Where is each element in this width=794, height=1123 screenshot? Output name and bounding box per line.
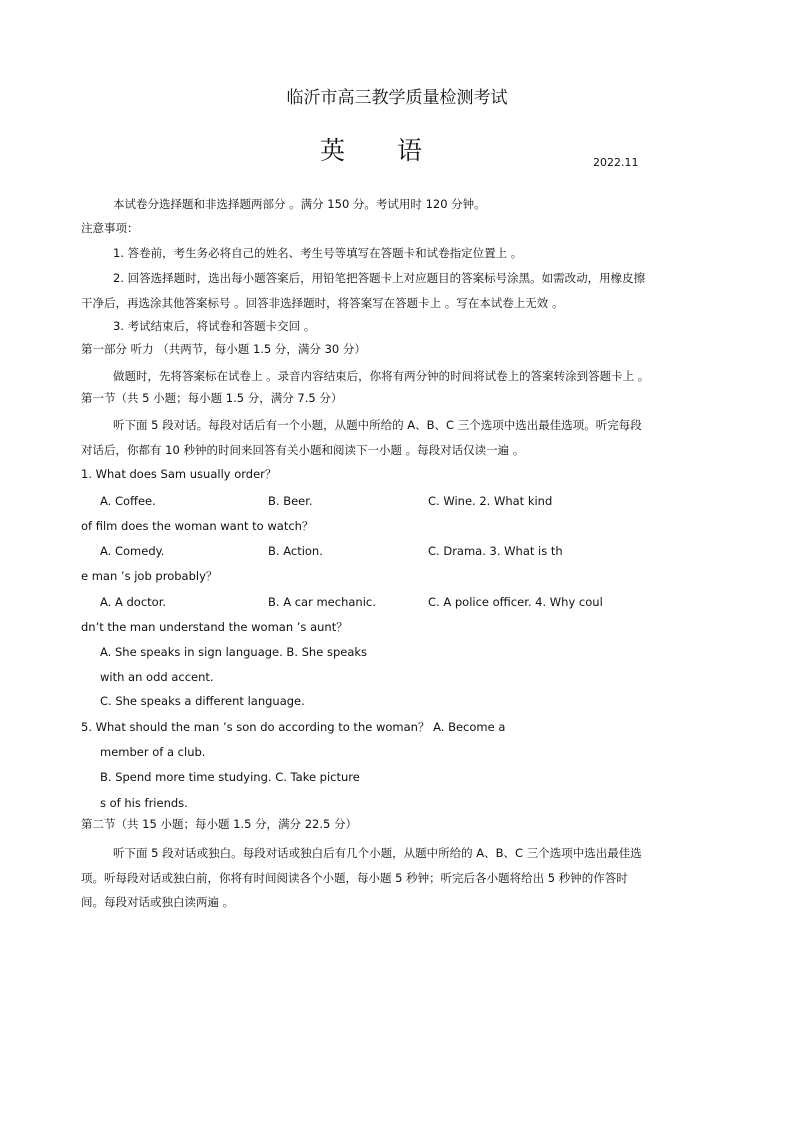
q5-option-b: B. Spend more time studying. C. Take picture	[100, 770, 360, 784]
notice-item-2-line-2: 干净后，再选涂其他答案标号 。回答非选择题时，将答案写在答题卡上 。写在本试卷上无效 。	[81, 296, 564, 310]
q1-option-a: A. Coffee.	[100, 494, 156, 508]
section1-instruction-line-2: 对话后，你都有 10 秒钟的时间来回答有关小题和阅读下一小题 。每段对话仅读一遍 。	[81, 443, 525, 457]
exam-date: 2022.11	[593, 156, 639, 169]
section2-instruction-line-3: 间。每段对话或独白读两遍 。	[81, 895, 235, 909]
question-1: 1. What does Sam usually order？	[81, 467, 277, 481]
q2-option-a: A. Comedy.	[100, 544, 165, 558]
q2-option-b: B. Action.	[268, 544, 323, 558]
q3-option-c: C. A police officer. 4. Why coul	[428, 595, 603, 609]
question-2-continued: of film does the woman want to watch？	[81, 519, 314, 533]
q4-option-b-continued: with an odd accent.	[100, 670, 214, 684]
question-5: 5. What should the man ’s son do according to the woman？ A. Become a	[81, 720, 506, 734]
q5-option-c-continued: s of his friends.	[100, 796, 188, 810]
q3-option-a: A. A doctor.	[100, 595, 167, 609]
section2-heading: 第二节（共 15 小题；每小题 1.5 分，满分 22.5 分）	[81, 817, 357, 831]
question-3-continued: e man ’s job probably？	[81, 569, 218, 583]
subject-title: 英 语	[320, 136, 444, 165]
question-4-continued: dn’t the man understand the woman ’s aunt？	[81, 620, 348, 634]
section2-instruction-line-1: 听下面 5 段对话或独白。每段对话或独白后有几个小题，从题中所给的 A、B、C 三个选项中选出最佳选	[113, 846, 642, 860]
q1-option-c: C. Wine. 2. What kind	[428, 494, 553, 508]
q2-option-c: C. Drama. 3. What is th	[428, 544, 563, 558]
section1-instruction-line-1: 听下面 5 段对话。每段对话后有一个小题，从题中所给的 A、B、C 三个选项中选出最佳选项。听完每段	[113, 418, 642, 432]
part1-instruction: 做题时，先将答案标在试卷上 。录音内容结束后，你将有两分钟的时间将试卷上的答案转涂到答题卡上 。	[113, 369, 650, 383]
part1-heading: 第一部分 听力 （共两节，每小题 1.5 分，满分 30 分）	[81, 342, 366, 356]
q1-option-b: B. Beer.	[268, 494, 313, 508]
notice-item-1: 1. 答卷前，考生务必将自己的姓名、考生号等填写在答题卡和试卷指定位置上 。	[113, 246, 523, 260]
section2-instruction-line-2: 项。听每段对话或独白前，你将有时间阅读各个小题，每小题 5 秒钟；听完后各小题将给出 5 秒钟的作答时	[81, 871, 628, 885]
section1-heading: 第一节（共 5 小题；每小题 1.5 分，满分 7.5 分）	[81, 391, 343, 405]
notice-heading: 注意事项：	[81, 221, 139, 235]
q4-option-c: C. She speaks a different language.	[100, 694, 305, 708]
q4-option-a: A. She speaks in sign language. B. She speaks	[100, 645, 368, 659]
notice-item-3: 3. 考试结束后，将试卷和答题卡交回 。	[113, 319, 316, 333]
page-title: 临沂市高三教学质量检测考试	[286, 88, 508, 108]
notice-item-2-line-1: 2. 回答选择题时，选出每小题答案后，用铅笔把答题卡上对应题目的答案标号涂黑。如需改动，用橡皮擦	[113, 271, 646, 285]
intro-text: 本试卷分选择题和非选择题两部分 。满分 150 分。考试用时 120 分钟。	[113, 197, 486, 211]
q3-option-b: B. A car mechanic.	[268, 595, 376, 609]
q5-option-a-continued: member of a club.	[100, 745, 206, 759]
